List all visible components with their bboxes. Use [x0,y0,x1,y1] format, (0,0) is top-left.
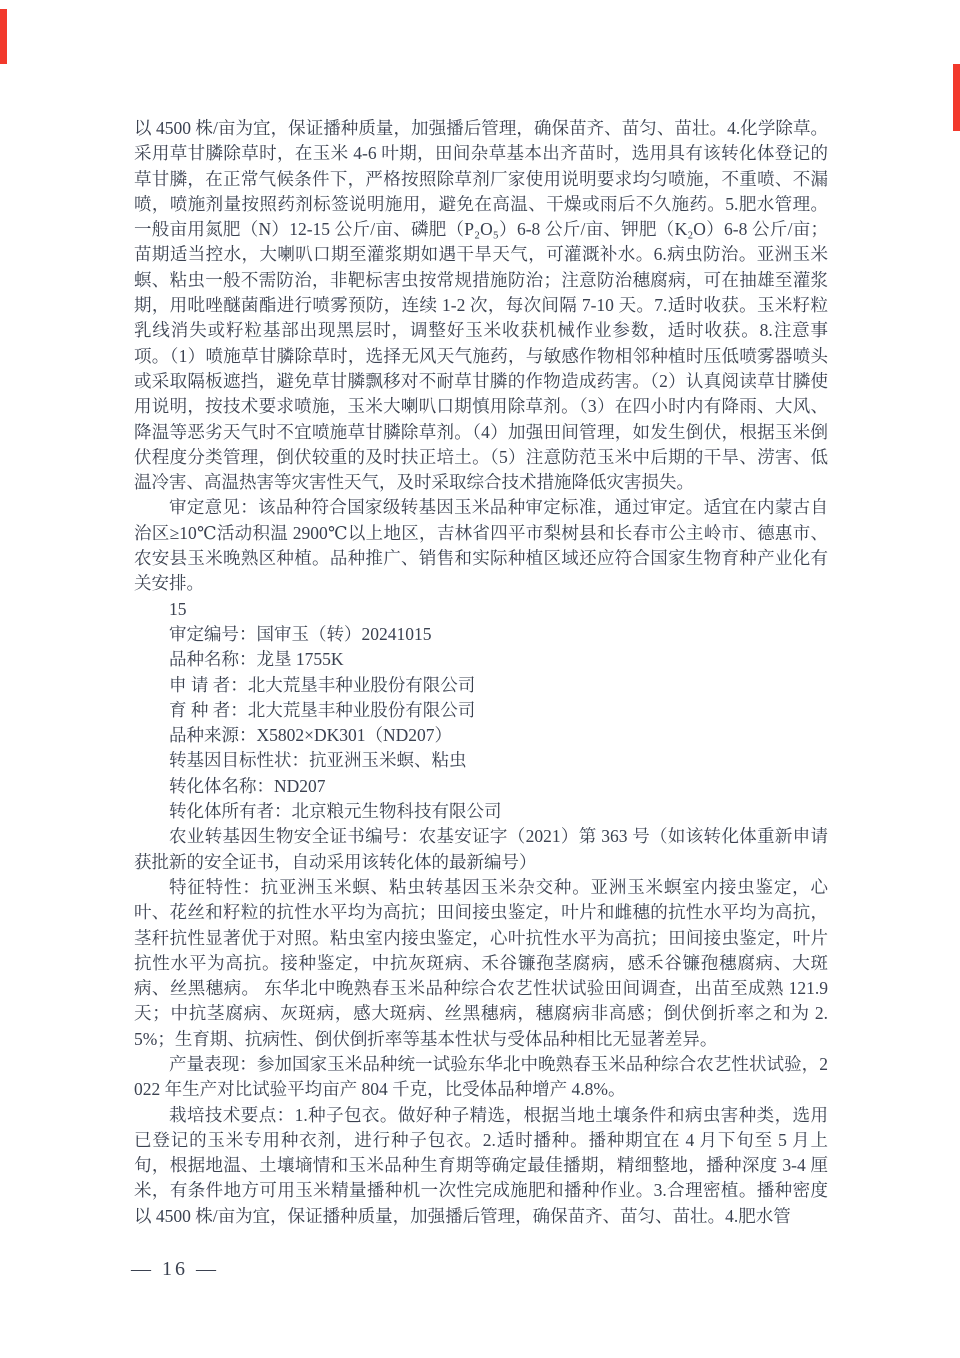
para-biosafety-certificate: 农业转基因生物安全证书编号：农基安证字（2021）第 363 号（如该转化体重新申请获批新的安全证书，自动采用该转化体的最新编号） [134,826,828,872]
page-number: — 16 — [131,1258,219,1280]
para-approval-opinion: 审定意见：该品种符合国家级转基因玉米品种审定标准，通过审定。适宜在内蒙古自治区≥10℃活动积温 2900℃以上地区，吉林省四平市梨树县和长春市公主岭市、德惠市、农安县玉米晚熟区种植。品种推广、销售和实际种植区域还应符合国家生物育种产业化有关安排。 [134,497,828,594]
para-certification-number: 审定编号：国审玉（转）20241015 [169,623,432,644]
para-cultivation-continued: 以 4500 株/亩为宜，保证播种质量，加强播后管理，确保苗齐、苗匀、苗壮。4.化学除草。采用草甘膦除草时，在玉米 4-6 叶期，田间杂草基本出齐苗时，选用具有该转化体登记的草甘膦，在正常气候条件下，严格按照除草剂厂家使用说明要求均匀喷施，不重喷、不漏喷，喷施剂量按照药剂标签说明施用，避免在高温、干燥或雨后不久施药。5.肥水管理。一般亩用氮肥（N）12-15 公斤/亩、磷肥（P₂O₅）6-8 公斤/亩、钾肥（K₂O）6-8 公斤/亩；苗期适当控水，大喇叭口期至灌浆期如遇干旱天气，可灌溉补水。6.病虫防治。亚洲玉米螟、粘虫一般不需防治，非靶标害虫按常规措施防治；注意防治穗腐病，可在抽雄至灌浆期，用吡唑醚菌酯进行喷雾预防，连续 1-2 次，每次间隔 7-10 天。7.适时收获。玉米籽粒乳线消失或籽粒基部出现黑层时，调整好玉米收获机械作业参数，适时收获。8.注意事项。（1）喷施草甘膦除草时，选择无风天气施药，与敏感作物相邻种植时压低喷雾器喷头或采取隔板遮挡，避免草甘膦飘移对不耐草甘膦的作物造成药害。（2）认真阅读草甘膦使用说明，按技术要求喷施，玉米大喇叭口期慎用除草剂。（3）在四小时内有降雨、大风、降温等恶劣天气时不宜喷施草甘膦除草剂。（4）加强田间管理，如发生倒伏，根据玉米倒伏程度分类管理，倒伏较重的及时扶正培土。（5）注意防范玉米中后期的干旱、涝害、低温冷害、高温热害等灾害性天气，及时采取综合技术措施降低灾害损失。 [134,118,828,493]
para-applicant: 申 请 者：北大荒垦丰种业股份有限公司 [169,674,476,695]
para-cultivation-techniques: 栽培技术要点：1.种子包衣。做好种子精选，根据当地土壤条件和病虫害种类，选用已登记的玉米专用种衣剂，进行种子包衣。2.适时播种。播种期宜在 4 月下旬至 5 月上旬，根据地温、土壤墒情和玉米品种生育期等确定最佳播期，精细整地，播种深度 3-4 厘米，有条件地方可用玉米精量播种机一次性完成施肥和播种作业。3.合理密植。播种密度以 4500 株/亩为宜，保证播种质量，加强播后管理，确保苗齐、苗匀、苗壮。4.肥水管 [134,1104,828,1226]
red-edge-mark-right [953,64,960,131]
para-variety-source: 品种来源：X5802×DK301（ND207） [169,725,453,746]
red-edge-mark-left [0,9,7,64]
para-variety-name: 品种名称：龙垦 1755K [169,649,344,670]
para-breeder: 育 种 者：北大荒垦丰种业股份有限公司 [169,699,476,720]
para-gm-target-trait: 转基因目标性状：抗亚洲玉米螟、粘虫 [169,750,467,771]
para-yield-performance: 产量表现：参加国家玉米品种统一试验东华北中晚熟春玉米品种综合农艺性状试验，2022 年生产对比试验平均亩产 804 千克，比受体品种增产 4.8%。 [134,1053,828,1100]
para-entry-number: 15 [169,598,187,619]
document-body [134,116,828,1229]
para-characteristics: 特征特性：抗亚洲玉米螟、粘虫转基因玉米杂交种。亚洲玉米螟室内接虫鉴定，心叶、花丝和籽粒的抗性水平均为高抗；田间接虫鉴定，叶片和雌穗的抗性水平均为高抗，茎秆抗性显著优于对照。粘虫室内接虫鉴定，心叶抗性水平为高抗；田间接虫鉴定，叶片抗性水平为高抗。接种鉴定，中抗灰斑病、禾谷镰孢茎腐病，感禾谷镰孢穗腐病、大斑病、丝黑穗病。 东华北中晚熟春玉米品种综合农艺性状试验田间调查，出苗至成熟 121.9 天；中抗茎腐病、灰斑病，感大斑病、丝黑穗病，穗腐病非高感；倒伏倒折率之和为 2.5%；生育期、抗病性、倒伏倒折率等基本性状与受体品种相比无显著差异。 [134,876,828,1049]
para-event-name: 转化体名称：ND207 [169,775,326,796]
para-event-owner: 转化体所有者：北京粮元生物科技有限公司 [169,801,502,822]
